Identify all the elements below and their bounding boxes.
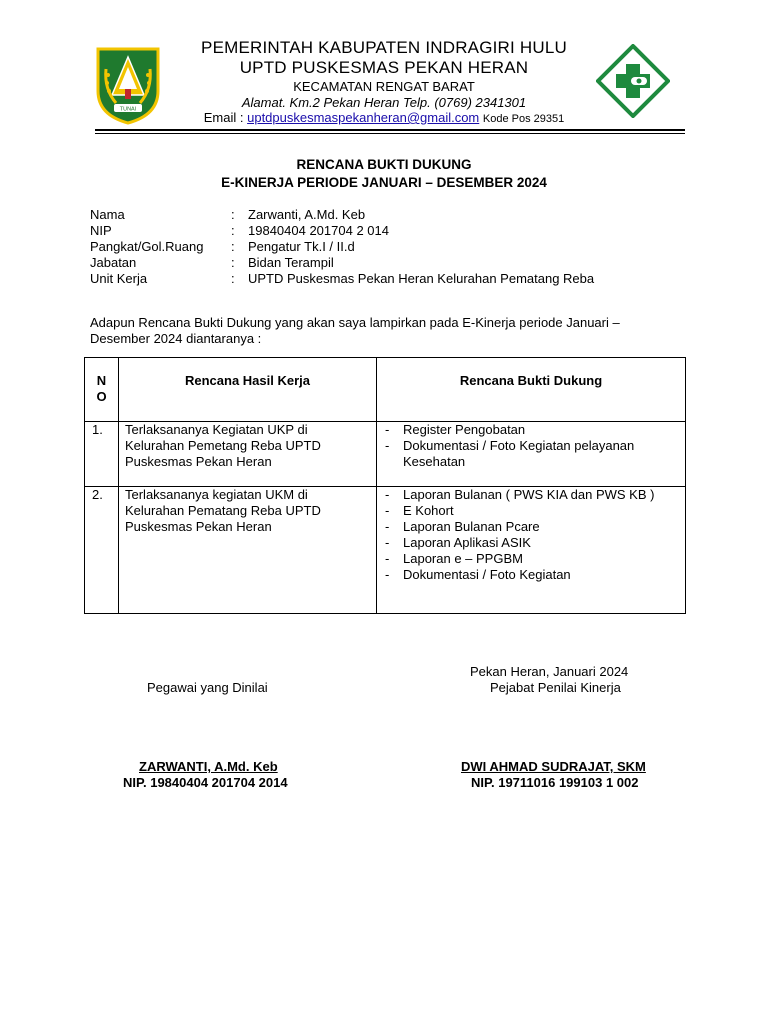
left-signer-role: Pegawai yang Dinilai	[147, 680, 268, 695]
field-colon: :	[231, 239, 235, 254]
list-item: - Laporan Aplikasi ASIK	[385, 535, 679, 551]
right-signer-nip: NIP. 19711016 199103 1 002	[471, 775, 639, 790]
header-rule-thick	[95, 129, 685, 131]
intro-paragraph	[90, 315, 680, 347]
list-item: - Register Pengobatan	[385, 422, 679, 438]
row-number-text: 1.	[92, 422, 103, 437]
header-rule-thin	[95, 133, 685, 134]
field-label-nama: Nama	[90, 207, 125, 222]
table-row	[85, 487, 686, 614]
row-bukti-dukung	[377, 487, 686, 614]
intro-line: Desember 2024 diantaranya :	[90, 331, 262, 346]
field-value-pangkat: Pengatur Tk.I / II.d	[248, 239, 355, 254]
header-no-letter: N	[96, 373, 107, 388]
place-date: Pekan Heran, Januari 2024	[470, 664, 629, 679]
header-line-contact	[0, 110, 768, 125]
list-item: - Laporan e – PPGBM	[385, 551, 679, 567]
hasil-line: Puskesmas Pekan Heran	[125, 454, 272, 469]
bukti-dukung-table	[84, 357, 686, 614]
bukti-list	[385, 487, 679, 583]
header-line-puskesmas: UPTD PUSKESMAS PEKAN HERAN	[239, 58, 529, 77]
right-signer-role: Pejabat Penilai Kinerja	[490, 680, 621, 695]
row-hasil-kerja	[119, 422, 377, 487]
left-signer-nip: NIP. 19840404 201704 2014	[123, 775, 288, 790]
hasil-line: Puskesmas Pekan Heran	[125, 519, 272, 534]
bukti-list	[385, 422, 679, 470]
list-item: - Dokumentasi / Foto Kegiatan pelayanan Kesehatan	[385, 438, 679, 470]
field-value-nip: 19840404 201704 2 014	[248, 223, 389, 238]
row-number	[85, 487, 119, 614]
header-rencana-bukti-dukung: Rencana Bukti Dukung	[377, 358, 686, 422]
right-signer-name: DWI AHMAD SUDRAJAT, SKM	[461, 759, 646, 774]
row-hasil-kerja	[119, 487, 377, 614]
header-line-district: KECAMATAN RENGAT BARAT	[293, 79, 475, 94]
row-number-text: 2.	[92, 487, 103, 502]
header-no	[85, 358, 119, 422]
hasil-line: Terlaksananya kegiatan UKM di	[125, 487, 308, 502]
field-colon: :	[231, 271, 235, 286]
hasil-line: Terlaksananya Kegiatan UKP di	[125, 422, 308, 437]
field-label-nip: NIP	[90, 223, 112, 238]
hasil-line: Kelurahan Pemetang Reba UPTD	[125, 438, 321, 453]
header-rencana-hasil-kerja: Rencana Hasil Kerja	[119, 358, 377, 422]
field-label-jabatan: Jabatan	[90, 255, 137, 270]
table-header-row	[85, 358, 686, 422]
list-item: - Laporan Bulanan ( PWS KIA dan PWS KB )	[385, 487, 679, 503]
list-item: - E Kohort	[385, 503, 679, 519]
email-link[interactable]: uptdpuskesmaspekanheran@gmail.com	[247, 110, 480, 125]
hasil-line: Kelurahan Pematang Reba UPTD	[125, 503, 321, 518]
email-label: Email :	[203, 110, 244, 125]
table-row	[85, 422, 686, 487]
field-value-unit-kerja: UPTD Puskesmas Pekan Heran Kelurahan Pematang Reba	[248, 271, 595, 286]
field-value-jabatan: Bidan Terampil	[248, 255, 334, 270]
field-colon: :	[231, 223, 235, 238]
field-label-unit-kerja: Unit Kerja	[90, 271, 148, 286]
crest-motto: TUNAI	[119, 106, 137, 113]
row-bukti-dukung	[377, 422, 686, 487]
list-item: - Laporan Bulanan Pcare	[385, 519, 679, 535]
intro-line: Adapun Rencana Bukti Dukung yang akan saya lampirkan pada E-Kinerja periode Januari –	[90, 315, 620, 330]
header-line-government: PEMERINTAH KABUPATEN INDRAGIRI HULU	[201, 38, 567, 57]
list-item: - Dokumentasi / Foto Kegiatan	[385, 567, 679, 583]
postcode: Kode Pos 29351	[482, 113, 565, 125]
row-number	[85, 422, 119, 487]
field-label-pangkat: Pangkat/Gol.Ruang	[90, 239, 204, 254]
header-no-letter: O	[96, 389, 107, 404]
field-colon: :	[231, 255, 235, 270]
document-subtitle: E-KINERJA PERIODE JANUARI – DESEMBER 2024	[221, 175, 547, 190]
field-value-nama: Zarwanti, A.Md. Keb	[248, 207, 366, 222]
document-title: RENCANA BUKTI DUKUNG	[296, 157, 472, 172]
header-line-address: Alamat. Km.2 Pekan Heran Telp. (0769) 2341301	[241, 95, 527, 110]
left-signer-name: ZARWANTI, A.Md. Keb	[139, 759, 278, 774]
field-colon: :	[231, 207, 235, 222]
